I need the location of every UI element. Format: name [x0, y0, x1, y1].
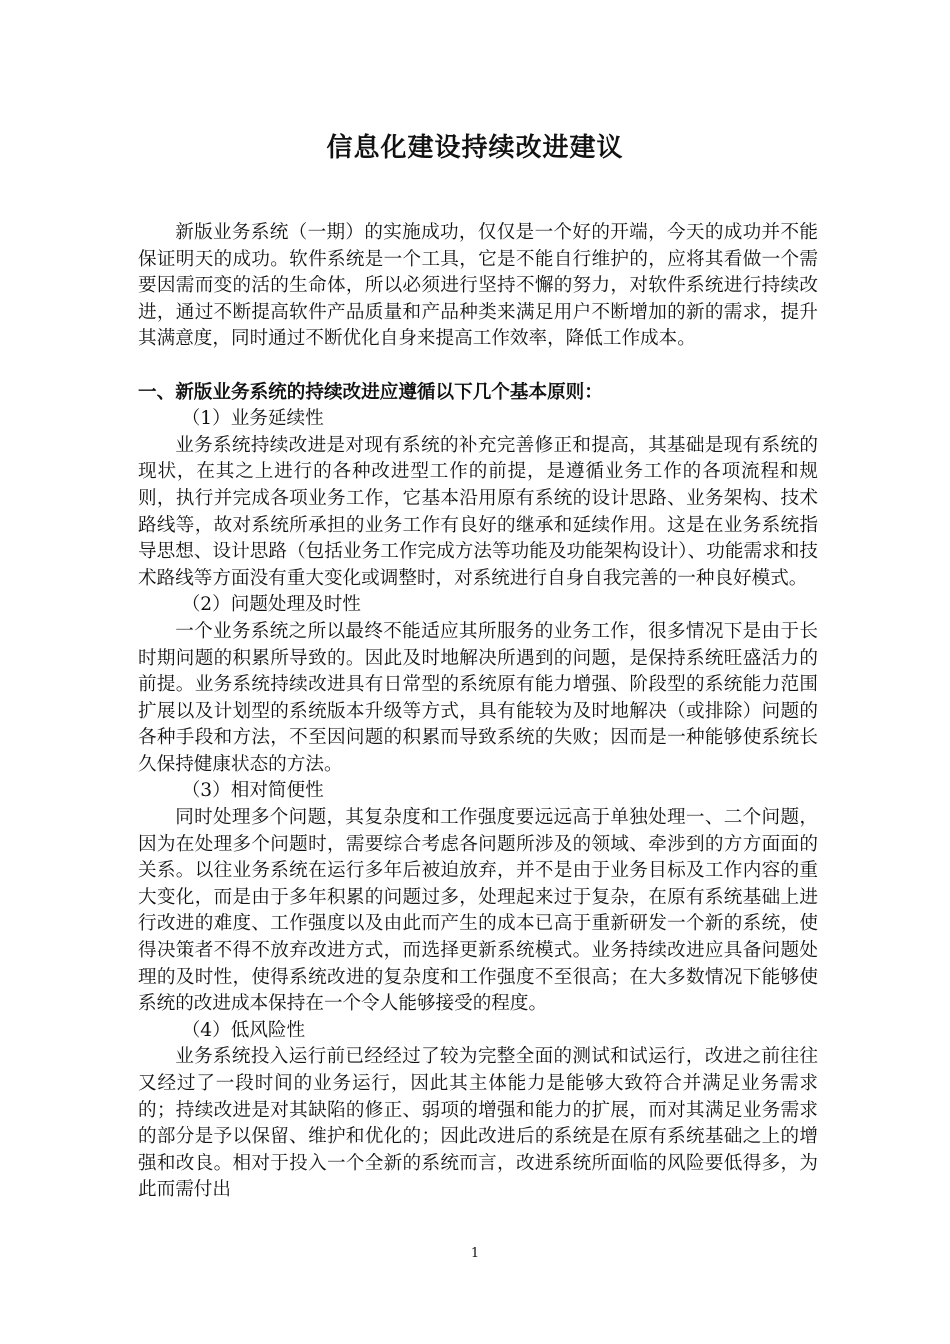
principle-label-4: （4）低风险性	[181, 1019, 306, 1041]
principle-text-3: 同时处理多个问题，其复杂度和工作强度要远远高于单独处理一、二个问题，因为在处理多个问题时，需要综合考虑各问题所涉及的领域、牵涉到的方方面面的关系。以往业务系统在运行多年后被迫放弃，并不是由于业务目标及工作内容的重大变化，而是由于多年积累的问题过多，处理起来过于复杂，在原有系统基础上进行改进的难度、工作强度以及由此而产生的成本已高于重新研发一个新的系统，使得决策者不得不放弃改进方式，而选择更新系统模式。业务持续改进应具备问题处理的及时性，使得系统改进的复杂度和工作强度不至很高；在大多数情况下能够使系统的改进成本保持在一个令人能够接受的程度。	[138, 807, 818, 1015]
principle-label-2: （2）问题处理及时性	[181, 594, 361, 616]
page-number: 1	[470, 1246, 480, 1261]
principle-text-1: 业务系统持续改进是对现有系统的补充完善修正和提高，其基础是现有系统的现状，在其之上进行的各种改进型工作的前提，是遵循业务工作的各项流程和规则，执行并完成各项业务工作，它基本沿用原有系统的设计思路、业务架构、技术路线等，故对系统所承担的业务工作有良好的继承和延续作用。这是在业务系统指导思想、设计思路（包括业务工作完成方法等功能及功能架构设计）、功能需求和技术路线等方面没有重大变化或调整时，对系统进行自身自我完善的一种良好模式。	[138, 434, 818, 589]
intro-paragraph: 新版业务系统（一期）的实施成功，仅仅是一个好的开端，今天的成功并不能保证明天的成功。软件系统是一个工具，它是不能自行维护的，应将其看做一个需要因需而变的活的生命体，所以必须进行坚持不懈的努力，对软件系统进行持续改进，通过不断提高软件产品质量和产品种类来满足用户不断增加的新的需求，提升其满意度，同时通过不断优化自身来提高工作效率，降低工作成本。	[138, 222, 818, 350]
principle-text-2: 一个业务系统之所以最终不能适应其所服务的业务工作，很多情况下是由于长时期问题的积累所导致的。因此及时地解决所遇到的问题，是保持系统旺盛活力的前提。业务系统持续改进具有日常型的系统原有能力增强、阶段型的系统能力范围扩展以及计划型的系统版本升级等方式，具有能较为及时地解决（或排除）问题的各种手段和方法，不至因问题的积累而导致系统的失败；因而是一种能够使系统长久保持健康状态的方法。	[138, 620, 818, 775]
document-title: 信息化建设持续改进建议	[326, 133, 624, 163]
document-body	[138, 220, 818, 1204]
principle-label-1: （1）业务延续性	[181, 408, 324, 430]
principle-label-3: （3）相对简便性	[181, 780, 324, 802]
principle-text-4: 业务系统投入运行前已经经过了较为完整全面的测试和试运行，改进之前往往又经过了一段时间的业务运行，因此其主体能力是能够大致符合并满足业务需求的；持续改进是对其缺陷的修正、弱项的增强和能力的扩展，而对其满足业务需求的部分是予以保留、维护和优化的；因此改进后的系统是在原有系统基础之上的增强和改良。相对于投入一个全新的系统而言，改进系统所面临的风险要低得多，为此而需付出	[138, 1046, 818, 1201]
paragraph-spacer	[138, 353, 818, 380]
section-heading: 一、新版业务系统的持续改进应遵循以下几个基本原则：	[138, 381, 603, 403]
